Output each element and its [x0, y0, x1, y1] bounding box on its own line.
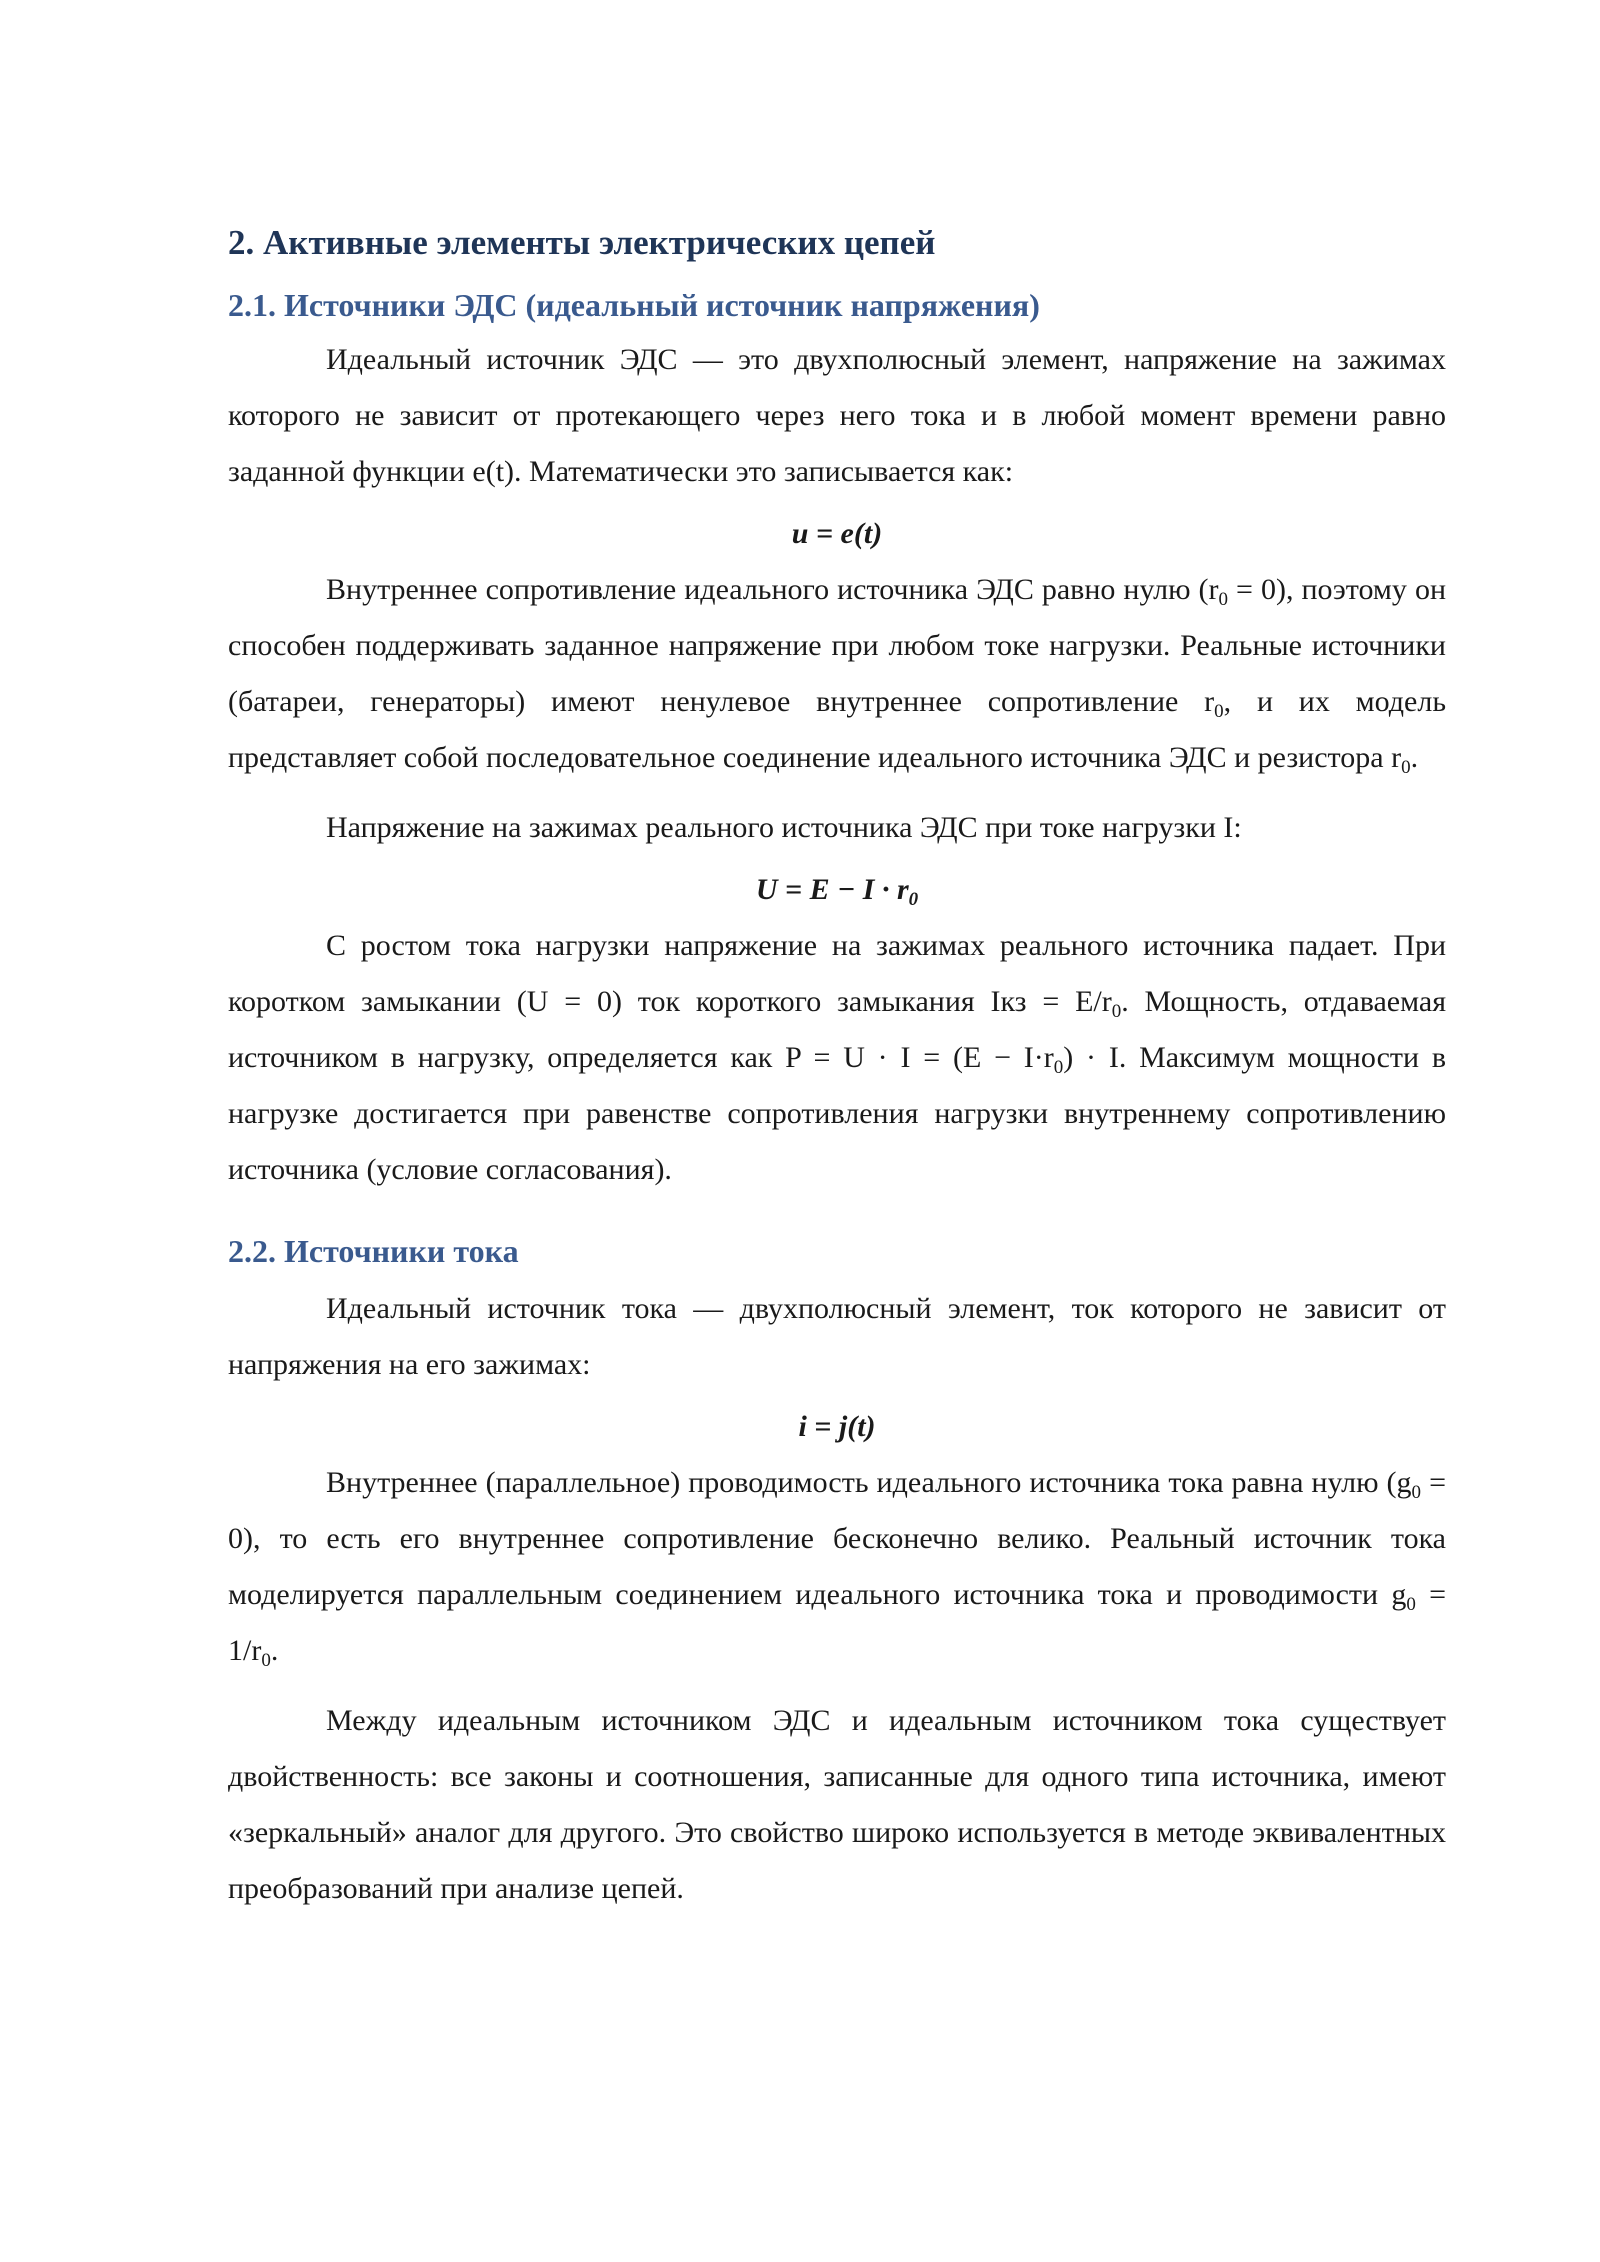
subscript: 0: [1053, 1057, 1064, 1079]
text-run: Внутреннее (параллельное) проводимость идеального источника тока равна нулю (g: [326, 1465, 1412, 1499]
paragraph-ideal-current-source-definition: Идеальный источник тока — двухполюсный элемент, ток которого не зависит от напряжения на его зажимах:: [228, 1291, 1446, 1381]
text-run: = 0), поэтому он способен поддерживать заданное напряжение при любом токе нагрузки. Реальные источники (батареи, генераторы) имеют ненулевое внутреннее сопротивление r: [228, 573, 1446, 719]
text-run: , и их модель представляет собой последовательное соединение идеального источника ЭДС и резистора r: [228, 685, 1447, 775]
paragraph-internal-resistance: [228, 562, 1446, 786]
text-run: С ростом тока нагрузки напряжение на зажимах реального источника падает. При коротком замыкании (U = 0) ток короткого замыкания Iкз = E/r: [228, 929, 1446, 1019]
text-run: .: [1410, 741, 1419, 775]
subscript: 0: [1111, 1001, 1122, 1023]
paragraph-short-circuit-power: [228, 918, 1446, 1198]
formula-u-equals-e: u = e(t): [791, 517, 883, 551]
paragraph-duality: Между идеальным источником ЭДС и идеальным источником тока существует двойственность: все законы и соотношения, записанные для одного типа источника, имеют «зеркальный» аналог для другого. Это свойство широко используется в методе эквивалентных преобразований при анализе цепей.: [228, 1703, 1446, 1905]
text-run: ) · I. Максимум мощности в нагрузке достигается при равенстве сопротивления нагрузки внутреннему сопротивлению источника (условие согласования).: [228, 1041, 1447, 1187]
formula-i-equals-j: i = j(t): [798, 1409, 876, 1443]
paragraph-ideal-emf-definition: Идеальный источник ЭДС — это двухполюсный элемент, напряжение на зажимах которого не зависит от протекающего через него тока и в любой момент времени равно заданной функции e(t). Математически это записывается как:: [228, 343, 1446, 489]
subscript: 0: [1218, 589, 1229, 611]
subsection-title-voltage-sources: 2.1. Источники ЭДС (идеальный источник напряжения): [228, 287, 1040, 323]
text-run: = 0), то есть его внутреннее сопротивление бесконечно велико. Реальный источник тока моделируется параллельным соединением идеального источника тока и проводимости g: [228, 1465, 1446, 1611]
paragraph-internal-conductance: [228, 1455, 1446, 1679]
subscript: 0: [261, 1649, 271, 1671]
subscript: 0: [1214, 701, 1224, 723]
subscript: 0: [1401, 757, 1411, 779]
text-run: Внутреннее сопротивление идеального источника ЭДС равно нулю (r: [326, 573, 1219, 607]
formula-subscript: 0: [908, 889, 919, 911]
formula-terminal-voltage: [228, 862, 1446, 918]
text-run: .: [270, 1633, 279, 1667]
subsection-title-current-sources: 2.2. Источники тока: [228, 1233, 519, 1270]
document-page: [228, 222, 1446, 1917]
text-run: = 1/r: [228, 1577, 1447, 1667]
paragraph-terminal-voltage-intro: Напряжение на зажимах реального источника ЭДС при токе нагрузки I:: [326, 811, 1242, 845]
subscript: 0: [1406, 1593, 1416, 1615]
section-title: 2. Активные элементы электрических цепей: [228, 223, 936, 262]
text-run: . Мощность, отдаваемая источником в нагрузку, определяется как P = U · I = (E − I·r: [228, 985, 1446, 1075]
formula-main: U = E − I · r: [755, 873, 909, 907]
subscript: 0: [1411, 1481, 1422, 1503]
